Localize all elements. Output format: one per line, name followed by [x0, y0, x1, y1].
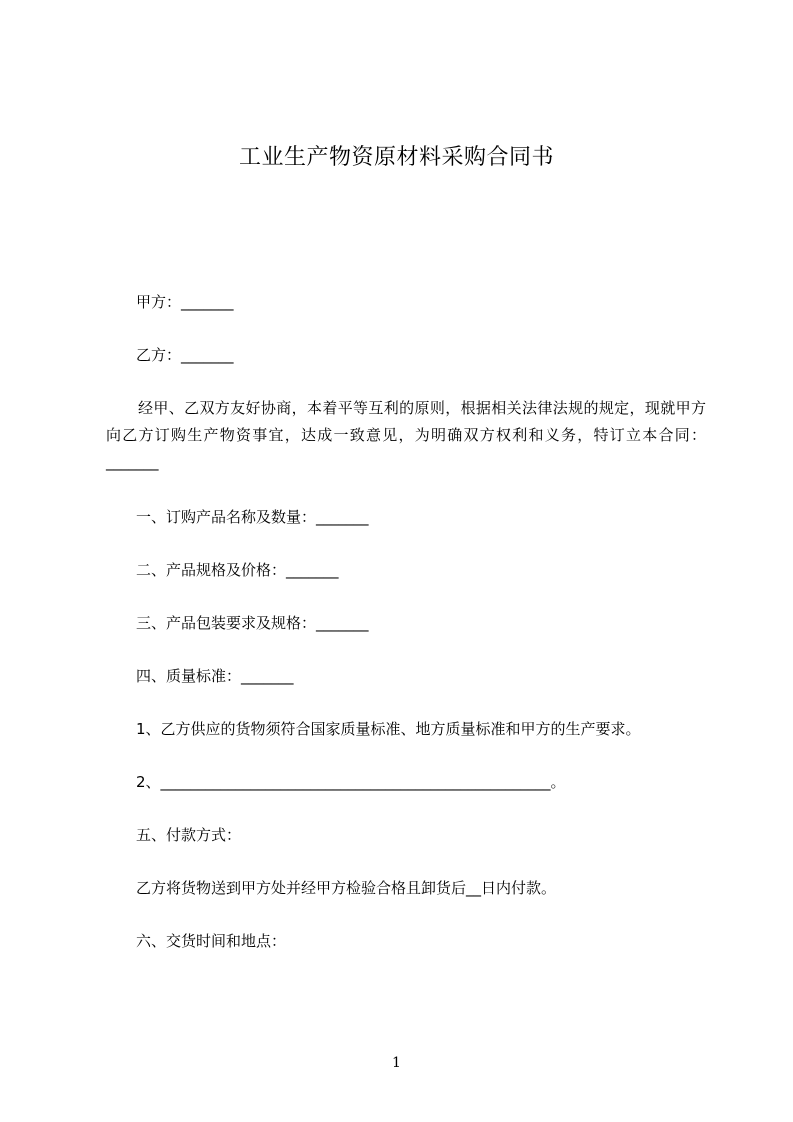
party-a-line: 甲方：_______: [136, 293, 234, 311]
clause-2-spec-price: 二、产品规格及价格：_______: [136, 561, 339, 579]
preamble-paragraph: 经甲、乙双方友好协商，本着平等互利的原则，根据相关法律法规的规定，现就甲方向乙方订购生产物资事宜，达成一致意见，为明确双方权利和义务，特订立本合同：_______: [106, 399, 706, 471]
page-number: 1: [392, 1055, 401, 1071]
party-b-line: 乙方：_______: [136, 346, 234, 364]
clause-5-payment-method: 五、付款方式：: [136, 826, 242, 844]
clause-6-delivery-time-place: 六、交货时间和地点：: [136, 932, 287, 950]
clause-4-quality-standard: 四、质量标准：_______: [136, 667, 294, 685]
clause-3-packaging: 三、产品包装要求及规格：_______: [136, 614, 369, 632]
clause-4-item-1: 1、乙方供应的货物须符合国家质量标准、地方质量标准和甲方的生产要求。: [136, 720, 641, 738]
document-title: 工业生产物资原材料采购合同书: [238, 145, 554, 170]
clause-4-item-2: 2、____________________________________________________。: [136, 773, 566, 791]
clause-5-payment-terms: 乙方将货物送到甲方处并经甲方检验合格且卸货后__日内付款。: [136, 879, 557, 897]
clause-1-product-name-quantity: 一、订购产品名称及数量：_______: [136, 508, 369, 526]
